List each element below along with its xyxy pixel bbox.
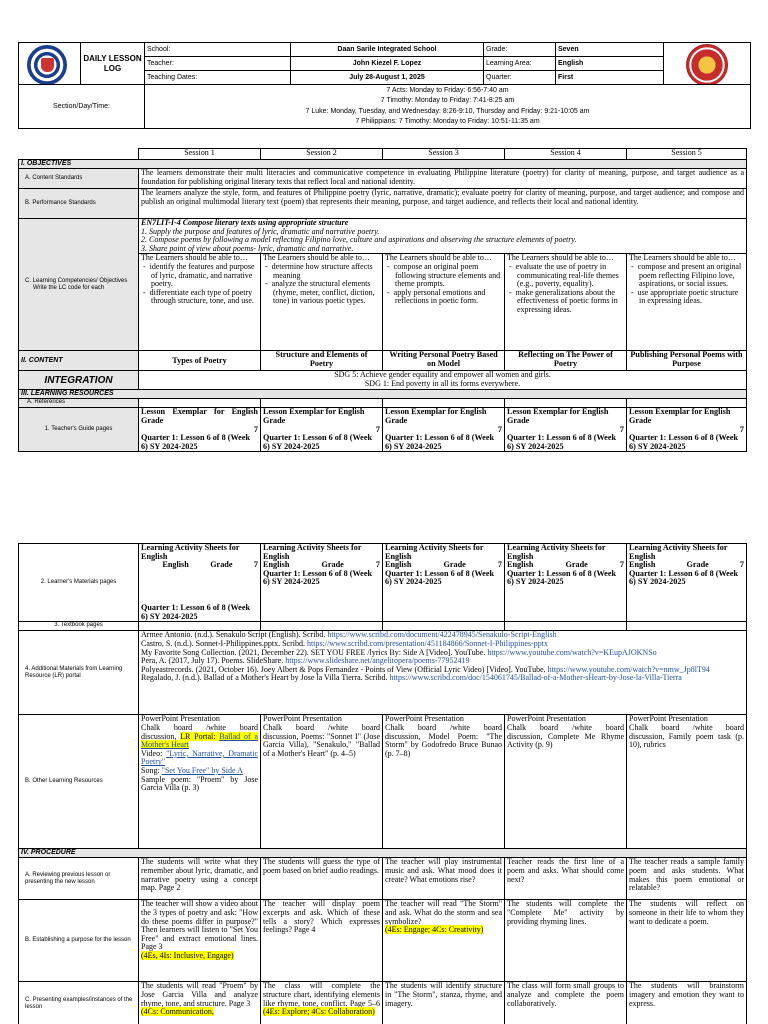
learners-materials-cell: Learning Activity Sheets for English English Grade 7 Quarter 1: Lesson 6 of 8 (Week 6) SY 2024-2025 [505, 544, 627, 622]
title-cell [81, 43, 145, 85]
procedure-a-cell: Teacher reads the first line of a poem and asks. What should come next? [505, 858, 627, 900]
procedure-b-cell: The students will reflect on someone in their life to whom they want to dedicate a poem. [627, 900, 747, 982]
procedure-c-label: C. Presenting examples/instances of the lesson [19, 982, 139, 1024]
performance-standards-label: B. Performance Standards [19, 189, 139, 219]
procedure-heading: IV. PROCEDURE [19, 849, 747, 858]
sdg-line: SDG 1: End poverty in all its forms everywhere. [364, 378, 521, 388]
lc-bullet: - apply personal emotions and reflections in poetic form. [387, 287, 486, 306]
sample-poem: Sample poem: "Proem" by Jose Garcia Villa (p. 3) [141, 774, 258, 793]
header-table [18, 42, 751, 129]
reference-link[interactable]: https://www.scribd.com/presentation/451184866/Sonnet-I-Philippines-pptx [307, 638, 548, 648]
teachers-guide-label: 1. Teacher's Guide pages [19, 408, 139, 452]
procedure-c-cell: The students will identify structure in "The Storm", stanza, rhyme, and imagery. [383, 982, 505, 1024]
procedure-c-cell: The students will read "Proem" by Jose Garcia Villa and analyze rhyme, tone, and structure. Page 3 (4Cs: Communication, [139, 982, 261, 1024]
lc-intro: The Learners should be able to… [263, 253, 370, 263]
additional-materials-list [139, 631, 747, 715]
learners-materials-cell: Learning Activity Sheets for English English Grade 7 Quarter 1: Lesson 6 of 8 (Week 6) SY 2024-2025 [383, 544, 505, 622]
procedure-a-cell: The teacher reads a sample family poem and asks students. What makes this poem emotional or relatable? [627, 858, 747, 900]
procedure-c-cell: The class will form small groups to analyze and complete the poem collaboratively. [505, 982, 627, 1024]
content-topic: Writing Personal Poetry Based on Model [383, 351, 505, 371]
content-topic: Reflecting on The Power of Poetry [505, 351, 627, 371]
reference-link[interactable]: https://www.youtube.com/watch?v=KEupAJOKNSo [487, 647, 657, 657]
ppt-label: PowerPoint Presentation [141, 714, 220, 724]
lc-intro: The Learners should be able to… [629, 253, 736, 263]
lr-portal-link[interactable]: Ballad of a Mother's Heart [141, 731, 258, 750]
other-resources-s5: PowerPoint Presentation Chalk board /white board discussion, Family poem task (p. 10), rubrics [627, 715, 747, 849]
other-resources-label: B. Other Learning Resources [19, 715, 139, 849]
procedure-a-cell: The teacher will play instrumental music and ask. What mood does it create? What emotions rise? [383, 858, 505, 900]
performance-standards-text: The learners analyze the style, form, and features of Philippine poetry (lyric, narrative, dramatic); evaluate poetry for clarity of meaning, purpose, and target audience; and compose and publish an original multimodal literary text (poem) that represents their meaning, purpose, and target audience, and reflects their local and national identity. [139, 189, 747, 219]
dates-label: Teaching Dates: [145, 71, 291, 85]
integration-sdgs [139, 371, 747, 390]
lc-item: 3. Share point of view about poems- lyric, dramatic and narrative. [141, 243, 354, 253]
learners-materials-cell: Learning Activity Sheets for English English Grade 7 Quarter 1: Lesson 6 of 8 (Week 6) SY 2024-2025 [139, 544, 261, 622]
teacher-label: Teacher: [145, 57, 291, 71]
procedure-b-cell: The teacher will read "The Storm" and ask. What do the storm and sea symbolize? (4Es: Engage; 4Cs: Creativity) [383, 900, 505, 982]
quarter-value: First [556, 71, 664, 85]
lc-session-2 [261, 254, 383, 351]
other-resources-s2: PowerPoint Presentation Chalk board /white board discussion, Poems: "Sonnet I" (Jose Garcia Villa), "Senakulo," "Ballad of a Mother's Heart" (p. 4–5) [261, 715, 383, 849]
additional-materials-label: 4. Additional Materials from Learning Resource (LR) portal [19, 631, 139, 715]
area-value: English [556, 57, 664, 71]
learners-materials-cell: Learning Activity Sheets for English English Grade 7 Quarter 1: Lesson 6 of 8 (Week 6) SY 2024-2025 [627, 544, 747, 622]
deped-seal-cell [19, 43, 81, 85]
deped-seal-icon [27, 45, 67, 85]
reference-link[interactable]: https://www.scribd.com/document/422478945/Senakulo-Script-English [327, 630, 557, 640]
session-header: Session 2 [261, 149, 383, 160]
quarter-label: Quarter: [484, 71, 556, 85]
reference-link[interactable]: https://www.scribd.com/doc/154061745/Ballad-of-a-Mother-sHeart-by-Jose-la-Villa-Tierra [389, 673, 682, 683]
lc-bullet: - make generalizations about the effectiveness of poetic forms in expressing ideas. [509, 287, 618, 314]
teachers-guide-cell: Lesson Exemplar for English Grade 7 Quarter 1: Lesson 6 of 8 (Week 6) SY 2024-2025 [505, 408, 627, 452]
lc-session-3 [383, 254, 505, 351]
session-header: Session 3 [383, 149, 505, 160]
lc-session-5 [627, 254, 747, 351]
reference-entry: Pera, A. (2017, July 17). Poems. SlideShare. https://www.slideshare.net/angelitopera/poems-77952419 [141, 656, 470, 666]
reference-entry: Castro, S. (n.d.). Sonnet-I-Philippines.pptx. Scribd. https://www.scribd.com/presentation/451184866/Sonnet-I-Philippines-pptx [141, 638, 548, 648]
lc-bullet: - use appropriate poetic structure in expressing ideas. [631, 287, 739, 306]
other-resources-s4: PowerPoint Presentation Chalk board /white board discussion, Complete Me Rhyme Activity (p. 9) [505, 715, 627, 849]
dates-value: July 28-August 1, 2025 [291, 71, 484, 85]
reference-entry: Armee Antonio. (n.d.). Senakulo Script (English). Scribd. https://www.scribd.com/document/422478945/Senakulo-Script-English [141, 630, 557, 640]
procedure-b-cell: The teacher will show a video about the 3 types of poetry and ask: "How do these poems differ in purpose?" Then learners will listen to "Set You Free" and extract emotional lines. Page 3 (4Es, 4Is: Inclusive, Engage) [139, 900, 261, 982]
procedure-b-cell: The teacher will display poem excerpts and ask. Which of these tells a story? Which expresses feelings? Page 4 [261, 900, 383, 982]
content-topic: Types of Poetry [139, 351, 261, 371]
teachers-guide-cell: Lesson Exemplar for English Grade 7 Quarter 1: Lesson 6 of 8 (Week 6) SY 2024-2025 [139, 408, 261, 452]
lc-bullet: - determine how structure affects meaning [265, 261, 373, 280]
integration-heading: INTEGRATION [19, 371, 139, 390]
page-title: DAILY LESSON LOG [83, 53, 142, 73]
reference-entry: My Favorite Song Collection. (2021, December 22). SET YOU FREE /lyrics By: Side A [Video]. YouTube. https://www.youtube.com/watch?v=KEupAJOKNSo [141, 647, 657, 657]
lc-session-1 [139, 254, 261, 351]
teachers-guide-cell: Lesson Exemplar for English Grade 7 Quarter 1: Lesson 6 of 8 (Week 6) SY 2024-2025 [627, 408, 747, 452]
reference-link[interactable]: https://www.youtube.com/watch?v=nmw_Jp8lT94 [547, 664, 710, 674]
section-line: 7 Acts: Monday to Friday: 6:56-7:40 am [386, 86, 509, 94]
textbook-label: 3. Textbook pages [19, 622, 139, 631]
teacher-value: John Kiezel F. Lopez [291, 57, 484, 71]
lc-bullet: - differentiate each type of poetry through structure, tone, and use. [143, 287, 254, 306]
procedure-a-cell: The students will write what they remember about lyric, dramatic, and narrative poetry using a concept map. Page 2 [139, 858, 261, 900]
other-resources-s1: PowerPoint Presentation Chalk board /white board discussion, LR Portal: Ballad of a Mother's Heart Video: "Lyric, Narrative, Dramatic Poetry" Song: "Set You Free" by Side A Sample poem: "Proem" by Jose Garcia Villa (p. 3) [139, 715, 261, 849]
area-label: Learning Area: [484, 57, 556, 71]
competencies-label-cell [19, 219, 139, 351]
lc-bullet: - compose an original poem following structure elements and theme prompts. [387, 261, 501, 289]
teachers-guide-cell: Lesson Exemplar for English Grade 7 Quarter 1: Lesson 6 of 8 (Week 6) SY 2024-2025 [383, 408, 505, 452]
lc-item: 1. Supply the purpose and features of lyric, dramatic and narrative poetry. [141, 226, 380, 236]
section-schedule [145, 85, 751, 129]
school-label: School: [145, 43, 291, 57]
lc-item: 2. Compose poems by following a model reflecting Filipino love, culture and aspirations and observing the structure elements of poetry. [141, 235, 577, 245]
procedure-c-cell: The students will brainstorm imagery and emotion they want to express. [627, 982, 747, 1024]
procedure-b-cell: The students will complete the "Complete Me" activity by providing rhyming lines. [505, 900, 627, 982]
procedure-a-cell: The students will guess the type of poem based on brief audio readings. [261, 858, 383, 900]
reference-link[interactable]: https://www.slideshare.net/angelitopera/poems-77952419 [285, 656, 470, 666]
lc-bullet: - evaluate the use of poetry in communicating real-life themes (e.g., poverty, equality). [509, 261, 619, 289]
lc-session-4 [505, 254, 627, 351]
lesson-table-1 [18, 148, 747, 452]
grade-label: Grade: [484, 43, 556, 57]
lc-bullet: - compose and present an original poem reflecting Filipino love, aspirations, or social issues. [631, 261, 742, 289]
objectives-heading: I. OBJECTIVES [19, 160, 747, 169]
competencies-overview [139, 219, 747, 254]
reference-entry: Regalado, J. (n.d.). Ballad of a Mother's Heart by Jose la Villa Tierra. Scribd. https://www.scribd.com/doc/154061745/Ballad-of-a-Mother-sHeart-by-Jose-la-Villa-Tierra [141, 673, 682, 683]
other-resources-s3: PowerPoint Presentation Chalk board /white board discussion, Model Poem: "The Storm" by Godofredo Bruce Bunao (p. 7–8) [383, 715, 505, 849]
sdg-line: SDG 5: Achieve gender equality and empower all women and girls. [334, 370, 551, 380]
procedure-b-label: B. Establishing a purpose for the lesson [19, 900, 139, 982]
content-heading: II. CONTENT [19, 351, 139, 371]
learners-materials-cell: Learning Activity Sheets for English English Grade 7 Quarter 1: Lesson 6 of 8 (Week 6) SY 2024-2025 [261, 544, 383, 622]
session-header: Session 5 [627, 149, 747, 160]
session-header: Session 4 [505, 149, 627, 160]
lc-intro: The Learners should be able to… [141, 253, 248, 263]
grade-value: Seven [556, 43, 664, 57]
lc-bullet: - analyze the structural elements (rhyme, meter, conflict, diction, tone) in various poetic types. [265, 279, 375, 306]
lesson-table-2 [18, 543, 747, 1024]
video-link[interactable]: "Lyric, Narrative, Dramatic Poetry" [141, 748, 258, 767]
section-line: 7 Timothy: Monday to Friday: 7:41-8:25 am [380, 97, 515, 104]
lc-intro: The Learners should be able to… [385, 253, 492, 263]
session-header: Session 1 [139, 149, 261, 160]
content-topic: Publishing Personal Poems with Purpose [627, 351, 747, 371]
section-line: 7 Philippians: 7 Timothy: Monday to Friday: 10:51-11:35 am [355, 118, 540, 125]
resources-heading: III. LEARNING RESOURCES [19, 390, 747, 399]
content-standards-text: The learners demonstrate their multi literacies and communicative competence in evaluating Philippine literature (poetry) for clarity of meaning, purpose, and target audience as a foundation for publishing original literary texts that reflect local and national identity. [139, 169, 747, 189]
song-link[interactable]: "Set You Free" by Side A [161, 765, 243, 775]
references-label: A. References [19, 399, 139, 408]
section-line: 7 Luke: Monday, Tuesday, and Wednesday: 8:26-9:10, Thursday and Friday: 9:21-10:05 am [305, 107, 590, 115]
reference-entry: Polyeastrecords. (2021, October 16). Joey Albert & Pops Fernandez - Points of View (Official Lyric Video) [Video]. YouTube. https://www.youtube.com/watch?v=nmw_Jp8lT94 [141, 664, 710, 674]
content-topic: Structure and Elements of Poetry [261, 351, 383, 371]
learners-materials-label: 2. Learner's Materials pages [19, 544, 139, 622]
teachers-guide-cell: Lesson Exemplar for English Grade 7 Quarter 1: Lesson 6 of 8 (Week 6) SY 2024-2025 [261, 408, 383, 452]
procedure-a-label: A. Reviewing previous lesson or presenting the new lesson [19, 858, 139, 900]
section-label: Section/Day/Time: [19, 85, 145, 129]
procedure-c-cell: The class will complete the structure chart, identifying elements like rhyme, tone, conflict. Page 5–6 (4Es: Explore; 4Cs: Collaboration) [261, 982, 383, 1024]
school-seal-cell [664, 43, 751, 85]
lc-intro: The Learners should be able to… [507, 253, 614, 263]
competencies-sublabel: Write the LC code for each [33, 284, 105, 291]
competencies-label: C. Learning Competencies/ Objectives [25, 277, 128, 284]
school-seal-icon [686, 44, 728, 85]
lc-code: EN7LIT-I-4 Compose literary texts using appropriate structure [141, 218, 349, 227]
lc-bullet: - identify the features and purpose of lyric, dramatic, and narrative poetry. [143, 261, 255, 289]
school-value: Daan Sarile Integrated School [291, 43, 484, 57]
content-standards-label: A. Content Standards [19, 169, 139, 189]
